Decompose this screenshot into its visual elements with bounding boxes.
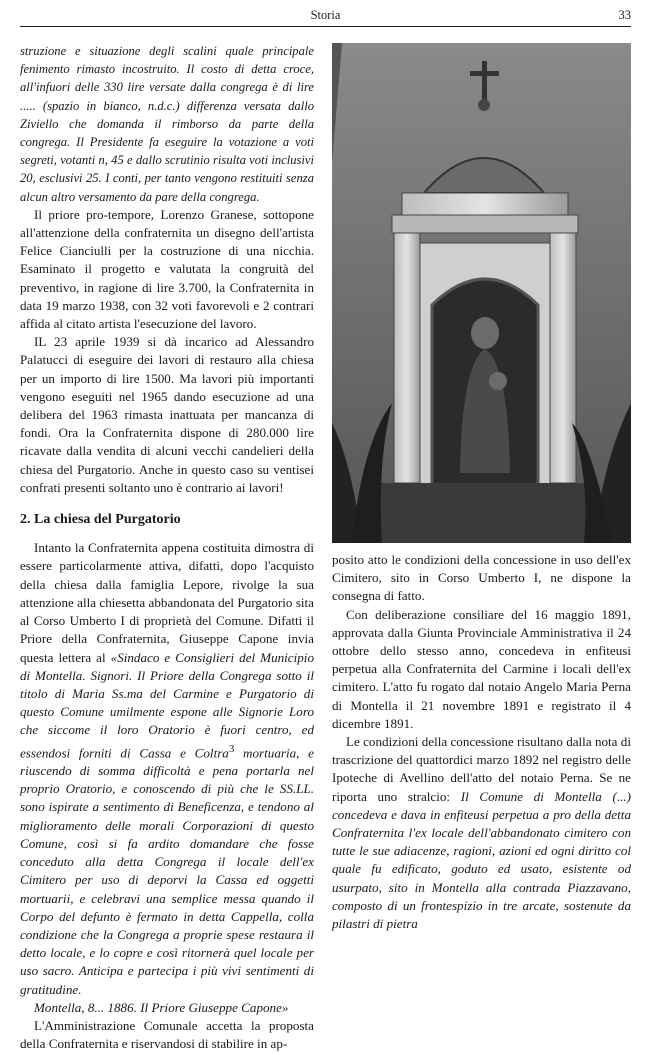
body-paragraph	[332, 733, 631, 933]
letter-quote: «Sindaco e Consiglieri del Municipio di Montella. Signori. Il Priore della Congrega sotto il titolo di Maria Ss.ma del Carmine e Purgatorio di questo Comune umilmente espone alle Signorie Loro che siccome il loro Oratorio è fuori centro, ed essendosi forniti di Cassa e Coltra	[20, 649, 314, 760]
body-text: Le condizioni della concessione risultano dalla nota di trascrizione del quattordici marzo 1892 nel registro delle Ipoteche di Avellino dell'atto del notaio Perna. Se ne riporta uno stralcio:	[332, 734, 631, 804]
page-number: 33	[618, 8, 631, 22]
body-paragraph	[20, 539, 314, 998]
body-paragraph: Con deliberazione consiliare del 16 maggio 1891, approvata dalla Giunta Provinciale Amministrativa il 24 ottobre dello stesso anno, concedeva in enfiteusi perpetua alla Confraternita del Carmine i locali dell'ex cimitero. L'atto fu rogato dal notaio Angelo Maria Perna di Montella il 21 novembre 1891 e registrato il 4 dicembre 1891.	[332, 606, 631, 731]
body-paragraph: posito atto le condizioni della concessione in uso dell'ex Cimitero, sito in Corso Umberto I, ne dispone la consegna di fatto.	[332, 552, 631, 604]
running-title: Storia	[310, 8, 341, 22]
section-heading: 2. La chiesa del Purgatorio	[20, 512, 181, 528]
body-paragraph: IL 23 aprile 1939 si dà incarico ad Alessandro Palatucci di eseguire dei lavori di restauro alla chiesa per un importo di lire 1500. Ma lavori più importanti vengono eseguiti nel 1965 dando esecuzione ad una delibera del 1963 rimasta inattuata per mancanza di fondi. Ora la Confraternita dispone di 280.000 lire ricavate dalla vendita di alcuni vecchi candelieri della chiesa del Purgatorio. Anche in questo caso su ventisei confrati presenti soltanto uno è contrario ai lavori!	[20, 334, 314, 495]
footnote-marker: 3	[228, 742, 235, 755]
body-paragraph: Il priore pro-tempore, Lorenzo Granese, sottopone all'attenzione della confraternita un disegno dell'artista Felice Cianciulli per la costruzione di una nicchia. Esaminato il progetto e valutata la congruità del preventivo, in ragione di lire 3.700, la Confraternita in data 19 marzo 1938, con 32 voti favorevoli e 2 contrari affida al citato artista l'esecuzione del lavoro.	[20, 206, 314, 332]
altar-niche-photo	[332, 43, 631, 543]
photo-image	[332, 43, 631, 543]
page-header	[20, 8, 631, 27]
quote-paragraph: struzione e situazione degli scalini quale principale fenimento rimasto incostruito. Il costo di detta croce, all'infuori delle 330 lire versate dalla congrega è di lire ..... (spazio in bianco, n.d.c.) differenza versata dallo Ziviello che domanda il rimborso da parte della congrega. Il Presidente fa eseguire la votazione a voti segreti, votanti n, 45 e dallo scrutinio risulta voti inclusivi 20, esclusivi 25. I conti, per tanto vengono restituiti senza alcun altro versamento da pare della congrega.	[20, 44, 314, 204]
body-text: Intanto la Confraternita appena costituita dimostra di essere particolarmente attiva, difatti, dopo l'acquisto della chiesa dalla famiglia Lepore, rivolge la sua attenzione alla chiesetta abbandonata del Purgatorio sita al Corso Umberto I di proprietà del Comune. Difatti il Priore della Confraternita, Giuseppe Capone invia questa lettera al	[20, 540, 314, 665]
body-paragraph: L'Amministrazione Comunale accetta la proposta della Confraternita e riservandosi di stabilire in ap-	[20, 1017, 314, 1052]
letter-quote: mortuaria, e riuscendo di somma difficoltà e pena portarla nel proprio Oratorio, e conoscendo di più che le SS.LL. sono ispirate a sentimento di Beneficenza, e tendono al miglioramento delle morali Corporazioni di questo Comune, così si fa ardito domandare che fosse conceduto alla detta Congrega il locale dell'ex Cimitero per uso di deporvi la Cassa ed oggetti mortuarii, e celebravi una semplice messa quando il Corpo del defunto è fermato in detta Cappella, colla condizione che la Congrega a proprie spese restaura il detto locale, e lo copre e così ritornerà quel locale per uso sacro. Anticipa e partecipa i più vivi sentimenti di gratitudine.	[20, 744, 314, 997]
deed-quote: Il Comune di Montella (...) concedeva e dava in enfiteusi perpetua a pro della detta Confraternita l'ex locale dell'abbandonato cimitero con tutte le sue adiacenze, ragioni, azioni ed ogni diritto col quale fu edificato, goduto ed usato, esistente od usurpato, sito in Montella alla contrada Piazzavano, composto di un frontespizio in tre arcate, sostenute da pilastri di pietra	[332, 788, 631, 932]
right-column	[332, 551, 631, 933]
signature-line: Montella, 8... 1886. Il Priore Giuseppe Capone»	[34, 999, 289, 1015]
left-column	[20, 42, 314, 1053]
